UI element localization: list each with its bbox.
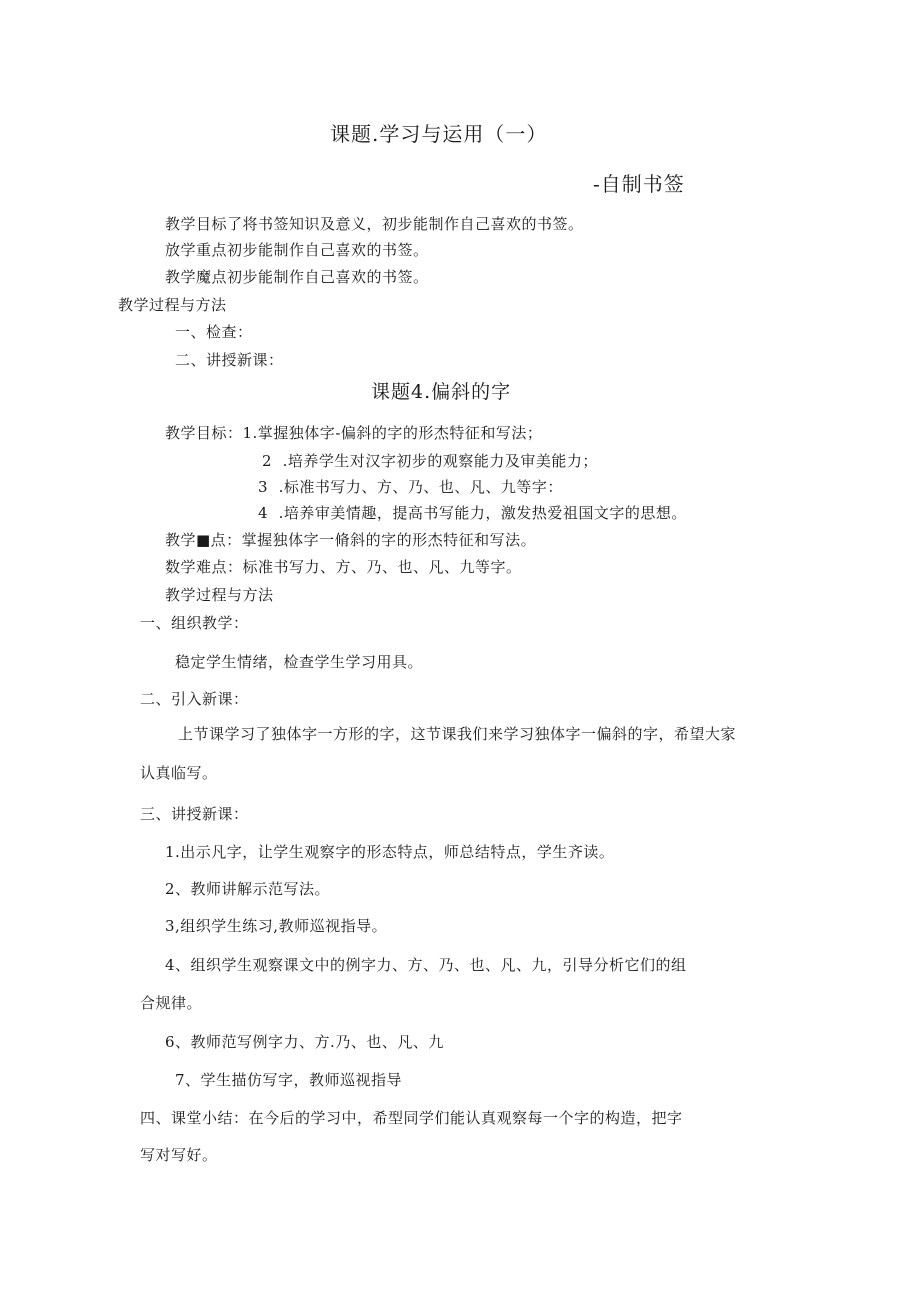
summary-line1: 四、课堂小结：在今后的学习中，希型同学们能认真观察每一个字的构造，把字 <box>140 1109 683 1127</box>
lesson2-objective-4: 4 .培养审美情趣，提高书写能力，激发热爱祖国文字的思想。 <box>258 504 687 522</box>
section3-item-7: 7、学生描仿写字，教师巡视指导 <box>175 1071 403 1089</box>
section2-text-line2: 认真临写。 <box>140 764 218 782</box>
section2-heading: 二、引入新课： <box>140 690 249 708</box>
section2-text-line1: 上节课学习了独体字一方形的字，这节课我们来学习独体字一偏斜的字，希望大家 <box>178 725 737 743</box>
lesson1-key-point: 放学重点初步能制作自己喜欢的书签。 <box>165 241 429 259</box>
section3-item-1: 1.出示凡字，让学生观察字的形态特点，师总结特点，学生齐读。 <box>165 843 615 861</box>
section3-item-3: 3,组织学生练习,教师巡视指导。 <box>165 917 388 935</box>
summary-line2: 写对写好。 <box>140 1146 218 1164</box>
lesson1-step1: 一、检查： <box>175 323 253 341</box>
lesson2-objective-3: 3 .标准书写力、方、乃、也、凡、九等字： <box>258 478 563 496</box>
section3-item-4-cont: 合规律。 <box>140 994 203 1012</box>
section3-item-4: 4、组织学生观察课文中的例字力、方、乃、也、凡、九，引导分析它们的组 <box>165 956 687 974</box>
section3-heading: 三、讲授新课： <box>140 805 249 823</box>
lesson2-objective-2: 2 .培养学生对汉字初步的观察能力及审美能力； <box>262 452 598 470</box>
lesson1-process-heading: 教学过程与方法 <box>118 296 227 314</box>
lesson2-objective-1: 教学目标：1.掌握独体字-偏斜的字的形杰特征和写法； <box>165 424 543 442</box>
lesson1-objective: 教学目标了将书签知识及意义，初步能制作自己喜欢的书签。 <box>165 215 584 233</box>
lesson1-difficulty: 教学魔点初步能制作自己喜欢的书签。 <box>165 268 429 286</box>
lesson1-step2: 二、讲授新课： <box>175 351 284 369</box>
lesson2-title: 课题4.偏斜的字 <box>371 381 512 403</box>
lesson2-difficulty: 数学难点：标准书写力、方、乃、也、凡、九等字。 <box>165 558 522 576</box>
lesson1-subtitle: -自制书签 <box>593 172 685 196</box>
lesson2-process-heading: 教学过程与方法 <box>165 586 274 604</box>
lesson2-key-point: 教学■点：掌握独体字一脩斜的字的形杰特征和写法。 <box>165 531 537 549</box>
section1-heading: 一、组织教学： <box>140 614 249 632</box>
lesson1-title: 课题.学习与运用（一） <box>330 122 548 146</box>
section3-item-6: 6、教师范写例字力、方.乃、也、凡、九 <box>165 1033 444 1051</box>
section3-item-2: 2、教师讲解示范写法。 <box>165 880 331 898</box>
section1-text: 稳定学生情绪，检查学生学习用具。 <box>175 653 424 671</box>
